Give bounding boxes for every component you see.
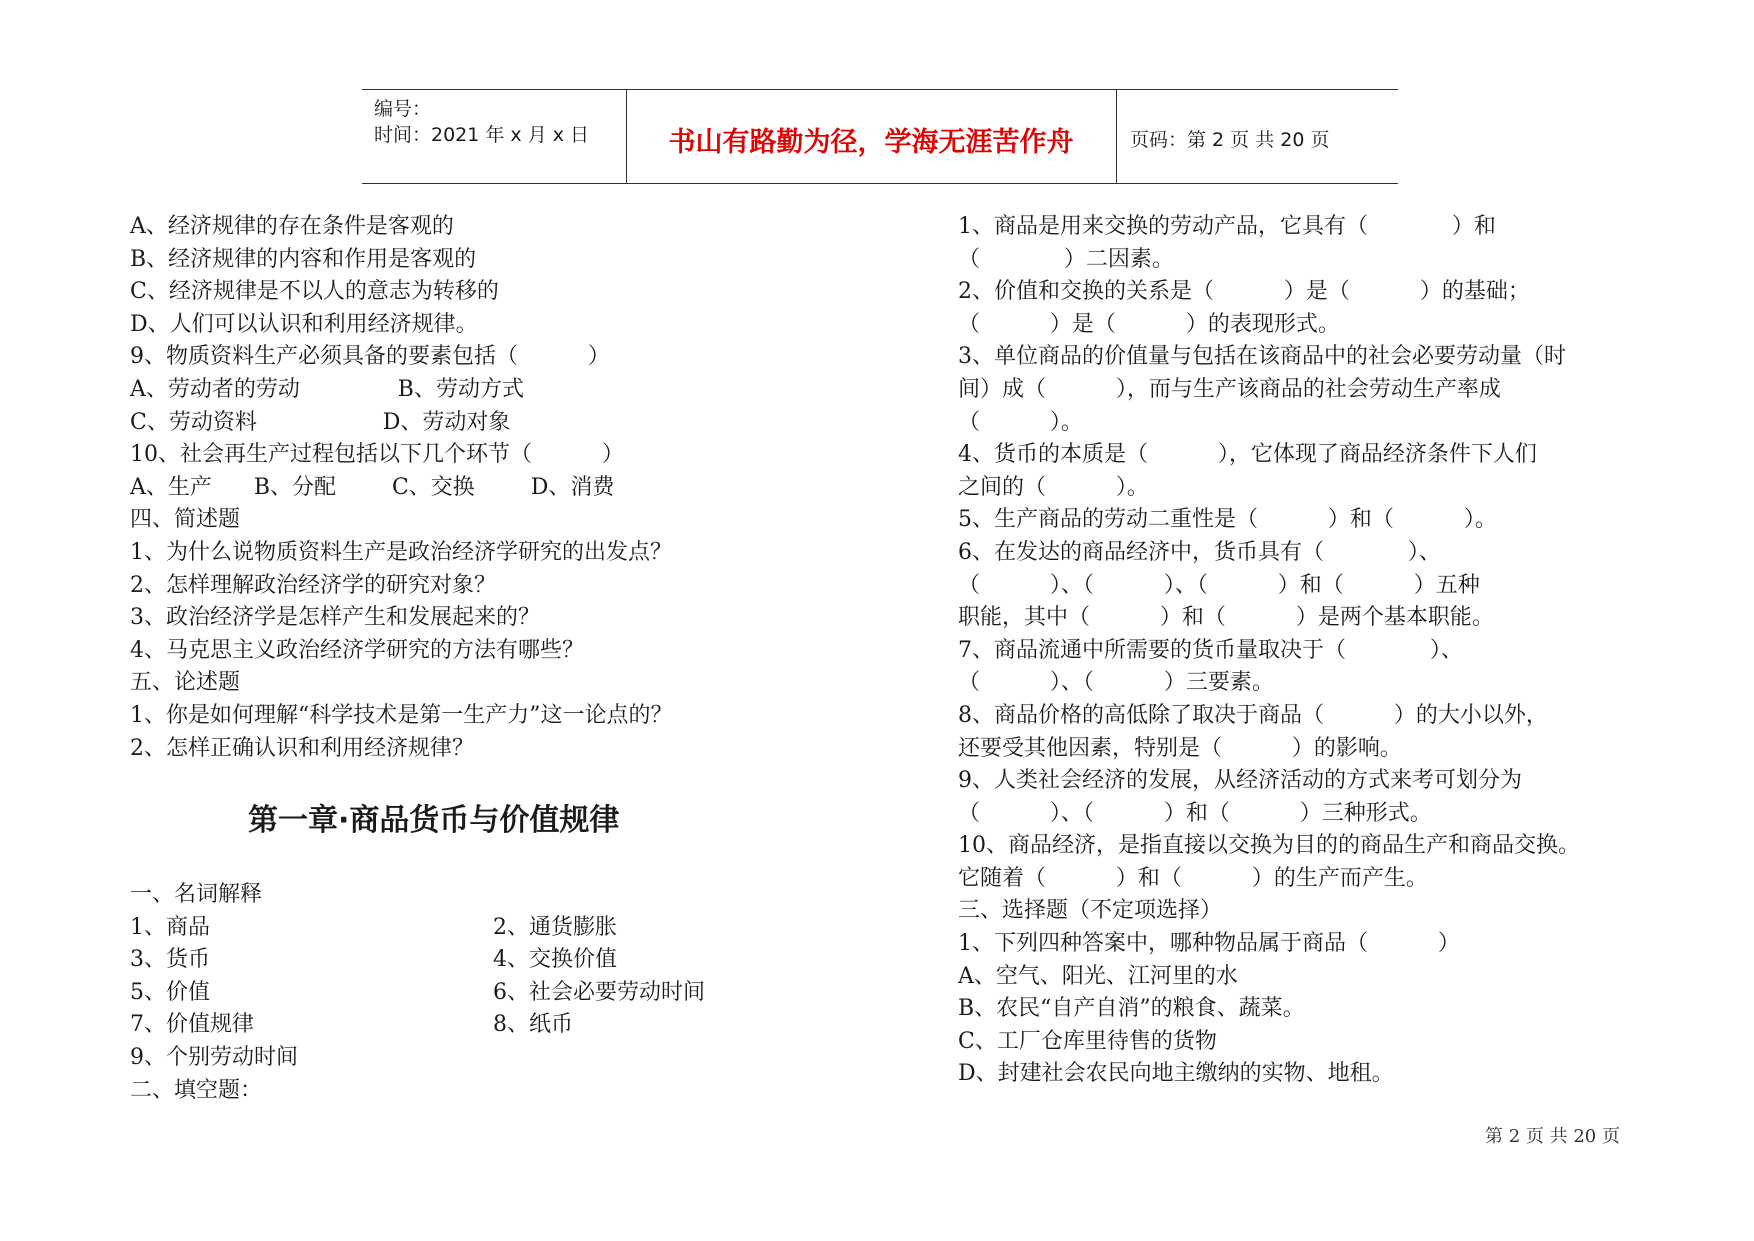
header-motto-cell <box>626 90 1117 183</box>
text-line: D、封建社会农民向地主缴纳的实物、地租。 <box>958 1061 1394 1087</box>
terms-grid <box>130 912 790 1075</box>
text-line: 之间的（ ）。 <box>958 474 1149 500</box>
right-column <box>958 211 1658 1091</box>
page-footer: 第 2 页 共 20 页 <box>1485 1126 1620 1147</box>
term-item: 5、价值 <box>130 979 210 1005</box>
text-line: B、经济规律的内容和作用是客观的 <box>130 246 477 272</box>
text-line: 三、选择题（不定项选择） <box>958 898 1223 924</box>
text-line: 9、人类社会经济的发展，从经济活动的方式来考可划分为 <box>958 768 1522 794</box>
text-line: 1、为什么说物质资料生产是政治经济学研究的出发点？ <box>130 539 672 565</box>
text-line: 1、下列四种答案中，哪种物品属于商品（ ） <box>958 931 1460 957</box>
text-line: B、农民“自产自消”的粮食、蔬菜。 <box>958 996 1305 1022</box>
term-item: 4、交换价值 <box>493 947 617 973</box>
term-item: 8、纸币 <box>493 1012 573 1038</box>
term-item: 1、商品 <box>130 914 210 940</box>
text-line: 10、商品经济，是指直接以交换为目的的商品生产和商品交换。 <box>958 833 1580 859</box>
term-item: 2、通货膨胀 <box>493 914 617 940</box>
section-heading: 二、填空题： <box>130 1077 263 1103</box>
term-item: 6、社会必要劳动时间 <box>493 979 705 1005</box>
text-line: 6、在发达的商品经济中，货币具有（ ）、 <box>958 539 1441 565</box>
text-line: D、人们可以认识和利用经济规律。 <box>130 311 478 337</box>
text-line: （ ）、（ ）和（ ）三种形式。 <box>958 800 1432 826</box>
term-item: 7、价值规律 <box>130 1012 254 1038</box>
header-page-cell <box>1116 90 1398 183</box>
text-line: 7、商品流通中所需要的货币量取决于（ ）、 <box>958 637 1463 663</box>
text-line: C、劳动资料 D、劳动对象 <box>130 409 511 435</box>
text-line: A、空气、阳光、江河里的水 <box>958 963 1238 989</box>
text-line: 1、商品是用来交换的劳动产品，它具有（ ）和 <box>958 214 1496 239</box>
document-time-label: 时间：2021 年 x 月 x 日 <box>374 124 590 146</box>
text-line: A、经济规律的存在条件是客观的 <box>130 214 454 239</box>
term-item <box>493 1042 793 1075</box>
text-line: 1、你是如何理解“科学技术是第一生产力”这一论点的？ <box>130 702 673 728</box>
text-line: 8、商品价格的高低除了取决于商品（ ）的大小以外， <box>958 702 1548 728</box>
text-line: 9、物质资料生产必须具备的要素包括（ ） <box>130 344 610 370</box>
section-heading: 一、名词解释 <box>130 882 263 908</box>
text-line: （ ）是（ ）的表现形式。 <box>958 311 1340 337</box>
text-line: 它随着（ ）和（ ）的生产而产生。 <box>958 865 1428 891</box>
text-line: 四、简述题 <box>130 507 241 533</box>
text-line: 3、单位商品的价值量与包括在该商品中的社会必要劳动量（时 <box>958 344 1566 370</box>
text-line: 10、社会再生产过程包括以下几个环节（ ） <box>130 442 624 468</box>
page-code: 页码：第 2 页 共 20 页 <box>1130 129 1330 151</box>
text-line: 2、价值和交换的关系是（ ）是（ ）的基础； <box>958 279 1530 305</box>
text-line: 职能，其中（ ）和（ ）是两个基本职能。 <box>958 605 1494 631</box>
text-line: C、工厂仓库里待售的货物 <box>958 1028 1217 1054</box>
text-line: C、经济规律是不以人的意志为转移的 <box>130 279 499 305</box>
chapter-title: 第一章·商品货币与价值规律 <box>248 803 620 839</box>
spacer <box>130 765 790 799</box>
text-line: （ ）二因素。 <box>958 246 1174 272</box>
motto-text: 书山有路勤为径，学海无涯苦作舟 <box>668 127 1074 158</box>
text-line: A、劳动者的劳动 B、劳动方式 <box>130 376 524 402</box>
text-line: 五、论述题 <box>130 670 241 696</box>
text-line: 4、马克思主义政治经济学研究的方法有哪些？ <box>130 637 584 663</box>
text-line: 3、政治经济学是怎样产生和发展起来的？ <box>130 605 540 631</box>
text-line: 还要受其他因素，特别是（ ）的影响。 <box>958 735 1402 761</box>
document-number-label: 编号： <box>374 98 432 120</box>
text-line: 2、怎样理解政治经济学的研究对象？ <box>130 572 496 598</box>
left-column <box>130 211 790 1107</box>
header-meta-cell <box>362 90 627 183</box>
text-line: 间）成（ ），而与生产该商品的社会劳动生产率成 <box>958 376 1501 402</box>
text-line: 2、怎样正确认识和利用经济规律？ <box>130 735 474 761</box>
document-header <box>362 89 1398 184</box>
text-line: （ ）、（ ）三要素。 <box>958 670 1274 696</box>
text-line: A、生产 B、分配 C、交换 D、消费 <box>130 474 615 500</box>
text-line: （ ）。 <box>958 409 1083 435</box>
text-line: （ ）、（ ）、（ ）和（ ）五种 <box>958 572 1480 598</box>
term-item: 3、货币 <box>130 947 210 973</box>
term-item: 9、个别劳动时间 <box>130 1045 298 1071</box>
left-question-list <box>130 211 790 765</box>
text-line: 4、货币的本质是（ ），它体现了商品经济条件下人们 <box>958 442 1537 468</box>
text-line: 5、生产商品的劳动二重性是（ ）和（ ）。 <box>958 507 1497 533</box>
